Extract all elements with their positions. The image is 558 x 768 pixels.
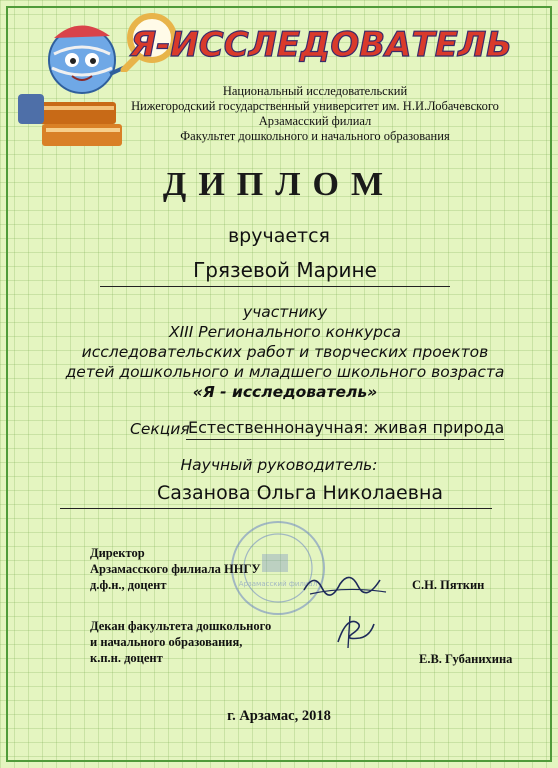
director-line: Директор [90,546,145,560]
dean-line: к.п.н. доцент [90,651,163,665]
diploma-heading: ДИПЛОМ [162,166,396,203]
participant-line: детей дошкольного и младшего школьного возраста [65,363,505,381]
institution-line: Факультет дошкольного и начального образования [180,129,450,143]
awarded-text: вручается [227,225,330,247]
participant-line: исследовательских работ и творческих проектов [81,343,489,361]
supervisor-underline [60,508,492,509]
institution-line: Арзамасский филиал [258,114,372,128]
participant-line: участнику [242,303,328,321]
logo-title [120,14,540,68]
director-line: Арзамасского филиала ННГУ [90,562,261,576]
section-underline [186,439,504,440]
logo-title-text: Я-ИССЛЕДОВАТЕЛЬ [130,25,513,65]
supervisor-label: Научный руководитель: [180,456,378,474]
dean-line: и начального образования, [90,635,243,649]
director-name: С.Н. Пяткин [412,578,485,592]
dean-signature [330,612,380,652]
dean-line: Декан факультета дошкольного [90,619,272,633]
institution-line: Нижегородский государственный университет им. Н.И.Лобачевского [131,99,499,113]
dean-title-block [90,618,271,666]
director-signature [300,566,390,602]
svg-text:Арзамасский филиал: Арзамасский филиал [238,580,318,588]
director-line: д.ф.н., доцент [90,578,167,592]
institution-block [95,84,535,144]
section-label: Секция [130,420,190,438]
section-value: Естественнонаучная: живая природа [188,418,505,437]
recipient-name: Грязевой Марине [193,258,377,282]
supervisor-name: Сазанова Ольга Николаевна [156,482,444,504]
dean-name: Е.В. Губанихина [419,652,513,666]
recipient-underline [100,286,450,287]
place-date: г. Арзамас, 2018 [227,708,331,724]
participant-line: XIII Регионального конкурса [168,323,402,341]
participant-block [50,302,520,402]
institution-line: Национальный исследовательский [222,84,408,98]
participant-line: «Я - исследователь» [192,383,378,401]
director-title-block [90,545,261,593]
